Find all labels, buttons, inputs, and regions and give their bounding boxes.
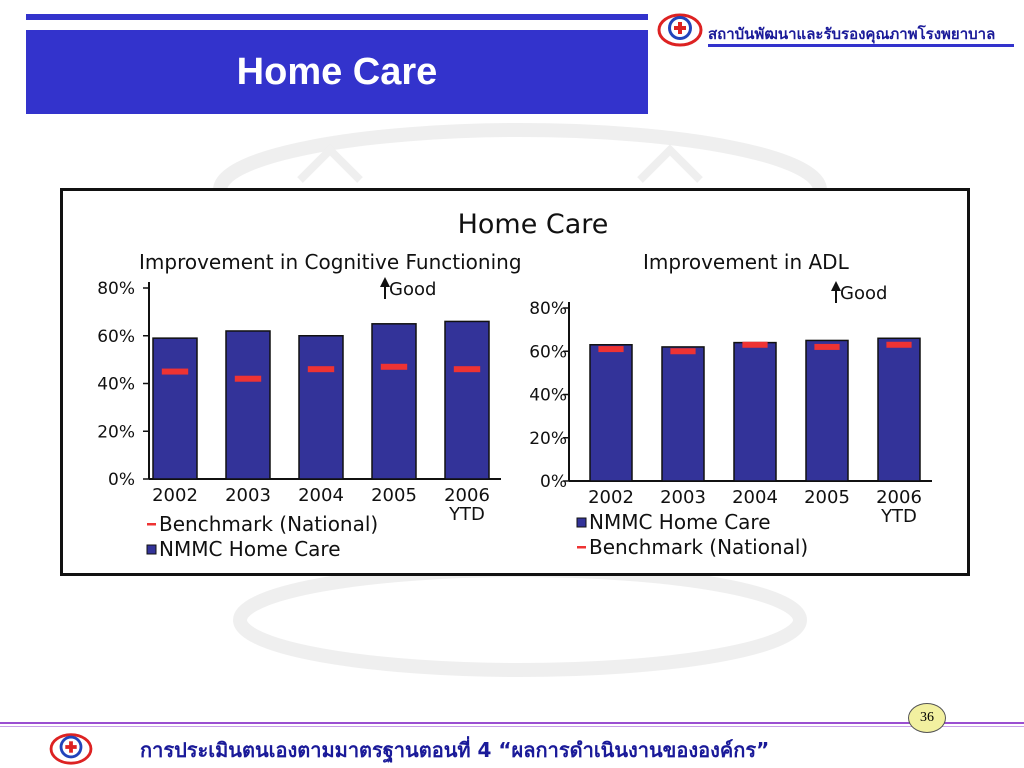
chart-0-bar (226, 331, 270, 479)
chart-0-legend-label: NMMC Home Care (159, 537, 341, 561)
chart-main-title: Home Care (457, 209, 609, 240)
chart-0-x-tick-label: 2004 (298, 485, 344, 506)
chart-0-legend-benchmark-swatch (147, 523, 156, 526)
chart-1-x-tick-label: 2006 YTD (876, 487, 922, 527)
chart-1-legend-benchmark-swatch (577, 546, 586, 549)
slide-title: Home Care (236, 50, 438, 93)
chart-1-y-tick-label: 60% (529, 342, 567, 363)
chart-1-x-tick-label: 2005 (804, 487, 850, 508)
chart-1-bar (806, 340, 848, 481)
chart-1-x-tick-label: 2002 (588, 487, 634, 508)
chart-1-y-tick-label: 80% (529, 299, 567, 319)
footer-logo-icon (46, 728, 96, 766)
chart-0-benchmark-marker (381, 364, 407, 370)
chart-0-benchmark-marker (308, 366, 334, 372)
chart-1-benchmark-marker (598, 346, 623, 352)
chart-1-bar (878, 338, 920, 481)
footer-rule (0, 722, 1024, 724)
chart-0-good-label: Good (389, 279, 437, 300)
chart-1-subtitle: Improvement in ADL (643, 250, 849, 274)
chart-0-benchmark-marker (454, 366, 480, 372)
page-number-badge: 36 (908, 703, 946, 733)
chart-0-y-tick-label: 40% (97, 374, 135, 395)
chart-1-y-tick-label: 20% (529, 428, 567, 449)
chart-0-bar (153, 338, 197, 479)
chart-0-benchmark-marker (235, 376, 261, 382)
chart-0-bar (445, 321, 489, 479)
chart-1-bar (662, 347, 704, 481)
chart-1-x-tick-label: 2004 (732, 487, 778, 508)
chart-canvas (63, 191, 967, 573)
chart-1-legend-label: Benchmark (National) (589, 535, 809, 559)
chart-0-bar (372, 324, 416, 479)
chart-0-y-tick-label: 60% (97, 326, 135, 347)
chart-1-y-tick-label: 0% (540, 472, 567, 492)
institute-name: สถาบันพัฒนาและรับรองคุณภาพโรงพยาบาล (708, 25, 996, 43)
footer-rule-thin (0, 726, 1024, 727)
institute-underline (708, 44, 1014, 47)
chart-0-benchmark-marker (162, 369, 188, 375)
chart-1-benchmark-marker (886, 342, 911, 348)
chart-1-benchmark-marker (814, 344, 839, 350)
chart-0-x-tick-label: 2006 YTD (444, 485, 490, 525)
chart-0-legend-label: Benchmark (National) (159, 512, 379, 536)
chart-frame (60, 188, 970, 576)
chart-1-x-tick-label: 2003 (660, 487, 706, 508)
chart-1-legend-bar-swatch (577, 518, 586, 527)
header-top-rule (26, 14, 648, 20)
chart-1-bar (590, 345, 632, 481)
footer-text: การประเมินตนเองตามมาตรฐานตอนที่ 4 “ผลการดำเนินงานขององค์กร” (140, 738, 770, 762)
chart-0-x-tick-label: 2002 (152, 485, 198, 506)
chart-1-legend-label: NMMC Home Care (589, 510, 771, 534)
chart-0-subtitle: Improvement in Cognitive Functioning (139, 250, 522, 274)
chart-1-good-label: Good (840, 283, 888, 304)
chart-0-y-tick-label: 0% (108, 470, 135, 490)
institute-logo-icon (656, 8, 704, 48)
chart-1-bar (734, 343, 776, 481)
chart-1-y-tick-label: 40% (529, 385, 567, 406)
chart-0-y-tick-label: 20% (97, 422, 135, 443)
chart-1-benchmark-marker (742, 342, 767, 348)
chart-0-legend-bar-swatch (147, 545, 156, 554)
chart-0-x-tick-label: 2003 (225, 485, 271, 506)
chart-0-x-tick-label: 2005 (371, 485, 417, 506)
chart-1-benchmark-marker (670, 348, 695, 354)
chart-0-bar (299, 336, 343, 479)
chart-0-y-tick-label: 80% (97, 279, 135, 299)
